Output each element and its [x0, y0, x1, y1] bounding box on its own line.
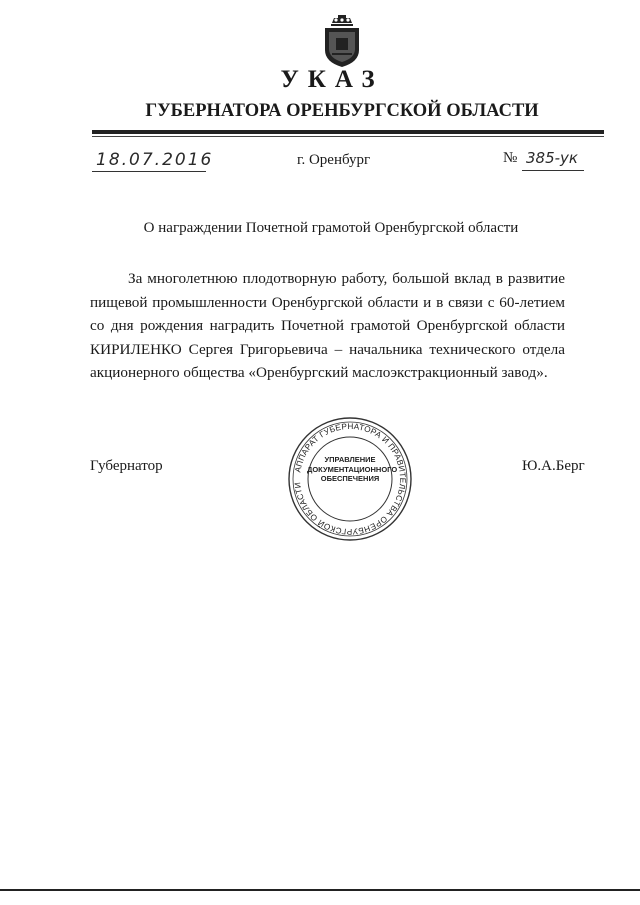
stamp-line-2: ДОКУМЕНТАЦИОННОГО: [307, 464, 398, 474]
decree-date: 18.07.2016: [96, 150, 214, 170]
footer-divider: [0, 889, 640, 891]
stamp-ring-text: АППАРАТ ГУБЕРНАТОРА И ПРАВИТЕЛЬСТВА ОРЕНБУРГСКОЙ ОБЛАСТИ: [293, 421, 408, 537]
stamp-line-1: УПРАВЛЕНИЕ: [324, 455, 376, 464]
header-divider-thin: [92, 136, 604, 137]
signer-name: Ю.А.Берг: [522, 458, 585, 474]
number-label: №: [503, 150, 518, 166]
date-underline: [92, 171, 206, 172]
decree-subject-heading: О награждении Почетной грамотой Оренбургской области: [143, 220, 519, 236]
decree-title: УКАЗ: [280, 66, 384, 93]
coat-of-arms-emblem: [322, 14, 362, 68]
header-divider-thick: [92, 130, 604, 134]
number-underline: [522, 170, 584, 171]
stamp-line-3: ОБЕСПЕЧЕНИЯ: [320, 474, 380, 483]
issue-city: г. Оренбург: [297, 152, 371, 168]
stamp-center-text: [307, 455, 398, 484]
signer-position: Губернатор: [90, 458, 163, 474]
decree-number: 385-ук: [526, 149, 578, 167]
decree-body-paragraph: За многолетнюю плодотворную работу, большой вклад в развитие пищевой промышленности Оренбургской области и в связи с 60-летием со дня рождения наградить Почетной грамотой Оренбургской области КИРИЛЕНКО Сергея Григорьевича – начальника технического отдела акционерного общества «Оренбургский маслоэкстракционный завод».: [90, 270, 565, 382]
decree-issuer: ГУБЕРНАТОРА ОРЕНБУРГСКОЙ ОБЛАСТИ: [145, 101, 539, 121]
